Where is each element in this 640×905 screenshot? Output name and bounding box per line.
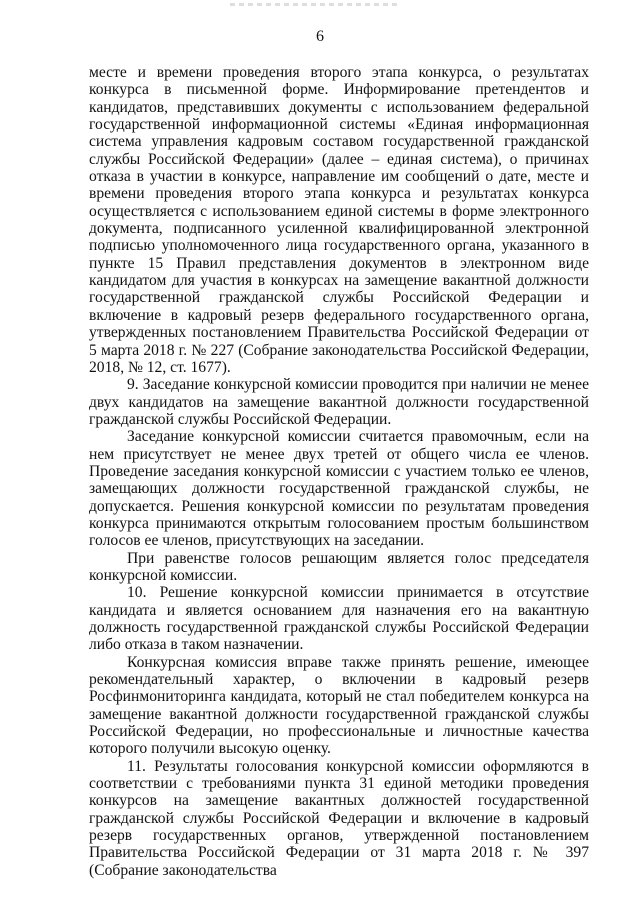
document-body [89,64,589,879]
page-number: 6 [316,28,324,45]
paragraph-item-9: 9. Заседание конкурсной комиссии проводится при наличии не менее двух кандидатов на замещение вакантной должности государственной гражданской службы Российской Федерации. [89,376,589,428]
paragraph-item-10: 10. Решение конкурсной комиссии принимается в отсутствие кандидата и является основанием для назначения его на вакантную должность государственной гражданской службы Российской Федерации либо отказа в таком назначении. [89,584,589,654]
paragraph-tie-vote: При равенстве голосов решающим является голос председателя конкурсной комиссии. [89,549,589,584]
paragraph-item-11: 11. Результаты голосования конкурсной комиссии оформляются в соответствии с требованиями пункта 31 единой методики проведения конкурсов на замещение вакантных должностей государственной гражданской службы Российской Федерации и включение в кадровый резерв государственных органов, утвержденной постановлением Правительства Российской Федерации от 31 марта 2018 г. № 397 (Собрание законодательства [89,757,589,879]
paragraph-quorum: Заседание конкурсной комиссии считается правомочным, если на нем присутствует не менее двух третей от общего числа ее членов. Проведение заседания конкурсной комиссии с участием только ее членов, замещающих должности государственной гражданской службы, не допускается. Решения конкурсной комиссии по результатам проведения конкурса принимаются открытым голосованием простым большинством голосов ее членов, присутствующих на заседании. [89,428,589,550]
paragraph-continuation: месте и времени проведения второго этапа конкурса, о результатах конкурса в письменной форме. Информирование претендентов и кандидатов, представивших документы с использованием федеральной государственной информационной системы «Единая информационная система управления кадровым составом государственной гражданской службы Российской Федерации» (далее – единая система), о причинах отказа в участии в конкурсе, направление им сообщений о дате, месте и времени проведения второго этапа конкурса и результатах конкурса осуществляется с использованием единой системы в форме электронного документа, подписанного усиленной квалифицированной электронной подписью уполномоченного лица государственного органа, указанного в пункте 15 Правил представления документов в электронном виде кандидатом для участия в конкурсах на замещение вакантной должности государственной гражданской службы Российской Федерации и включение в кадровый резерв федерального государственного органа, утвержденных постановлением Правительства Российской Федерации от 5 марта 2018 г. № 227 (Собрание законодательства Российской Федерации, 2018, № 12, ст. 1677). [89,64,589,376]
scan-artifact [230,3,400,6]
paragraph-reserve-recommendation: Конкурсная комиссия вправе также принять решение, имеющее рекомендательный характер, о включении в кадровый резерв Росфинмониторинга кандидата, который не стал победителем конкурса на замещение вакантной должности государственной гражданской службы Российской Федерации, но профессиональные и личностные качества которого получили высокую оценку. [89,653,589,758]
